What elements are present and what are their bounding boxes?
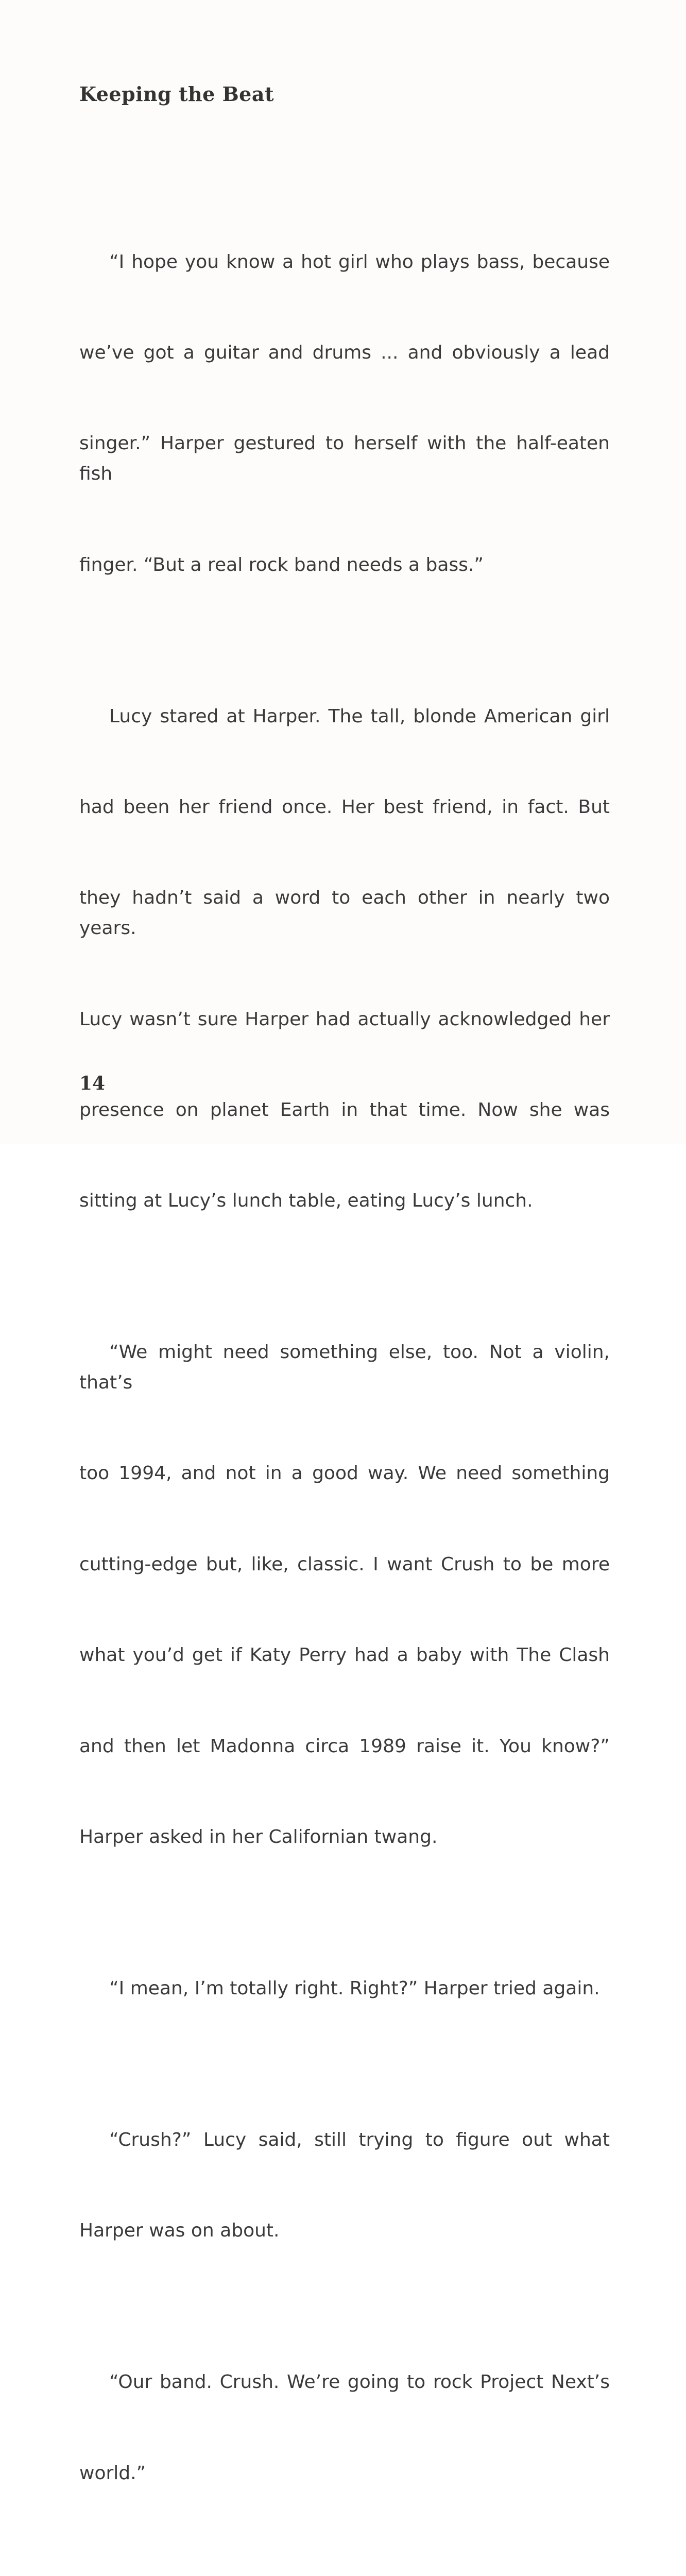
paragraph — [79, 187, 616, 641]
running-head: Keeping the Beat — [79, 82, 275, 106]
text-line: sitting at Lucy’s lunch table, eating Lucy’s lunch. — [79, 1190, 533, 1212]
text-line: what you’d get if Katy Perry had a baby with The Clash — [79, 1645, 610, 1666]
text-line: presence on planet Earth in that time. Now she was — [79, 1099, 610, 1121]
text-line: they hadn’t said a word to each other in nearly two years. — [79, 887, 616, 939]
paragraph — [79, 2064, 610, 2307]
text-line: too 1994, and not in a good way. We need something — [79, 1463, 610, 1484]
paragraph — [79, 2307, 610, 2549]
text-line: finger. “But a real rock band needs a bass.” — [79, 554, 484, 575]
paragraph — [79, 2549, 610, 2576]
text-line: “We might need something else, too. Not a violin, that’s — [79, 1342, 616, 1394]
text-line: Lucy wasn’t sure Harper had actually acknowledged her — [79, 1008, 610, 1030]
page-number: 14 — [79, 1073, 106, 1094]
text-line: Harper asked in her Californian twang. — [79, 1826, 438, 1848]
text-line: world.” — [79, 2462, 146, 2484]
text-line: “I hope you know a hot girl who plays bass, because — [109, 251, 610, 273]
text-line: singer.” Harper gestured to herself with the half-eaten fish — [79, 433, 616, 485]
text-line: and then let Madonna circa 1989 raise it. You know?” — [79, 1735, 610, 1757]
paragraph — [79, 641, 616, 1277]
text-line: had been her friend once. Her best friend, in fact. But — [79, 796, 610, 818]
text-line: Lucy stared at Harper. The tall, blonde American girl — [109, 705, 610, 727]
text-line: cutting-edge but, like, classic. I want Crush to be more — [79, 1553, 610, 1575]
paragraph — [79, 1277, 616, 1913]
text-line: “Our band. Crush. We’re going to rock Project Next’s — [109, 2371, 610, 2393]
text-line: “Crush?” Lucy said, still trying to figure out what — [109, 2129, 610, 2150]
text-line: “I mean, I’m totally right. Right?” Harper tried again. — [109, 1978, 600, 1999]
body-text — [79, 187, 616, 2576]
text-line: we’ve got a guitar and drums ... and obviously a lead — [79, 342, 610, 363]
paragraph — [79, 1913, 610, 2064]
text-line: Harper was on about. — [79, 2220, 280, 2242]
